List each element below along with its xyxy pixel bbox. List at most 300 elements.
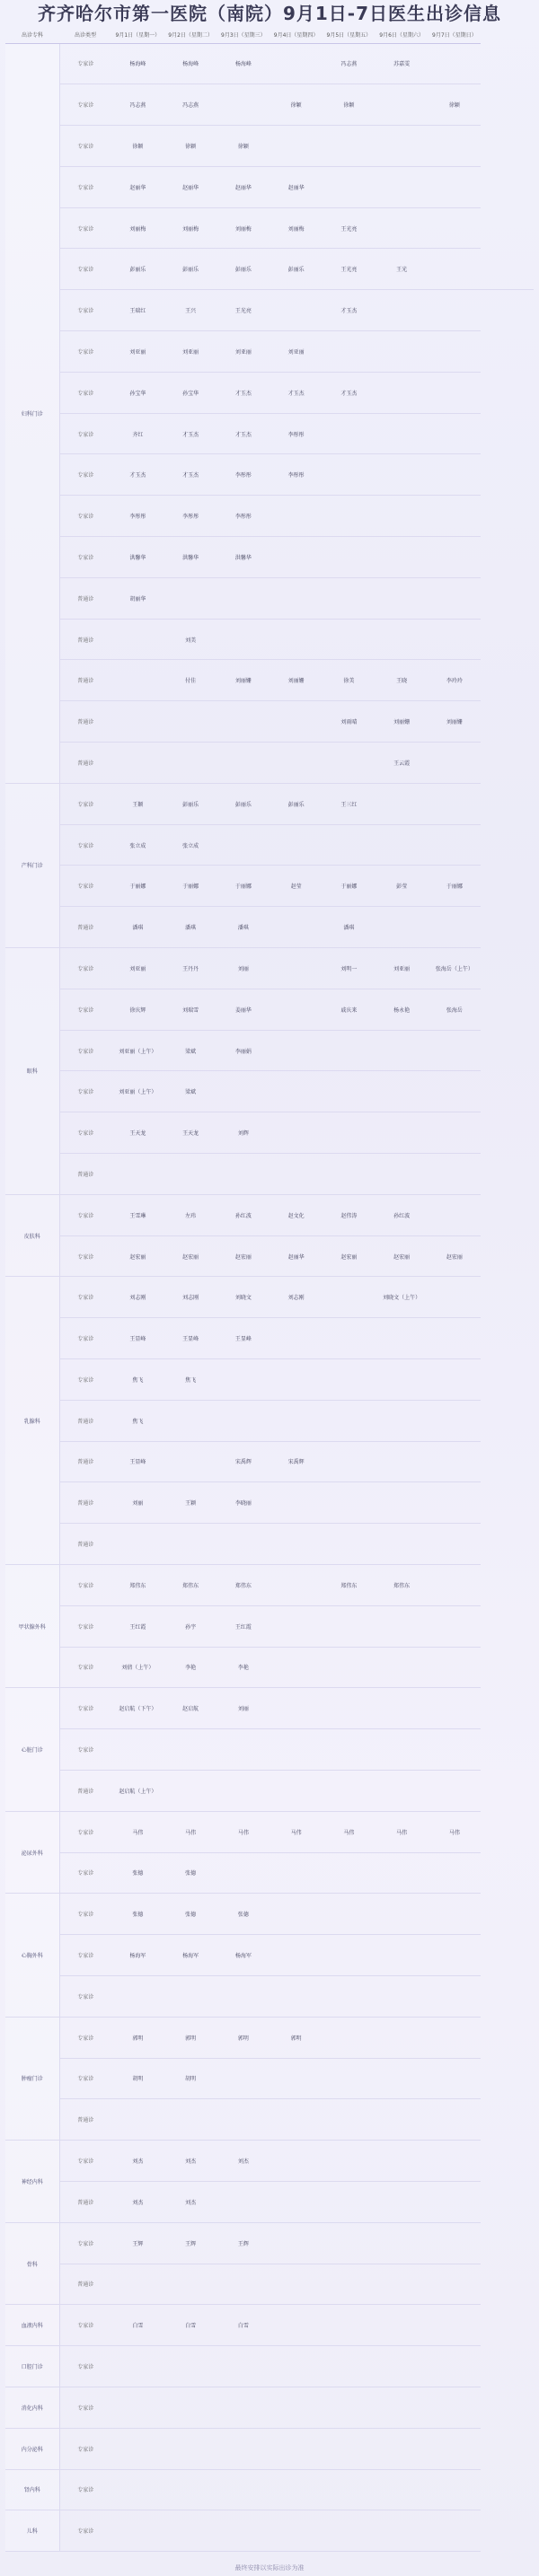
doctor-cell (164, 2510, 217, 2552)
doctor-cell: 李彤彤 (217, 496, 270, 537)
doctor-cell: 马伟 (429, 1811, 482, 1852)
doctor-cell: 徐颖 (270, 84, 323, 126)
doctor-cell (376, 496, 429, 537)
visit-type-cell: 专家诊 (59, 2058, 111, 2099)
table-row (5, 1688, 534, 1729)
doctor-cell (323, 454, 376, 496)
doctor-cell (376, 2222, 429, 2264)
doctor-cell: 徐庆辉 (111, 989, 164, 1030)
doctor-cell (217, 619, 270, 660)
doctor-cell (217, 1975, 270, 2017)
doctor-cell (270, 2222, 323, 2264)
doctor-cell: 刘丽姗 (270, 660, 323, 701)
doctor-cell (376, 1894, 429, 1935)
visit-type-cell: 专家诊 (59, 2387, 111, 2428)
doctor-cell (111, 743, 164, 784)
doctor-cell (217, 1852, 270, 1894)
table-row (5, 783, 534, 824)
doctor-cell (270, 1482, 323, 1524)
doctor-cell (217, 2181, 270, 2222)
doctor-cell (270, 2387, 323, 2428)
doctor-cell: 李彤彤 (111, 496, 164, 537)
doctor-cell (270, 577, 323, 619)
doctor-cell (164, 2264, 217, 2305)
department-cell: 眼科 (5, 948, 59, 1195)
table-row (5, 1852, 534, 1894)
visit-type-cell: 普通诊 (59, 1482, 111, 1524)
doctor-cell (270, 824, 323, 866)
doctor-cell: 郑伟东 (111, 1564, 164, 1605)
department-cell: 妇科门诊 (5, 43, 59, 783)
doctor-cell: 洪馨华 (164, 537, 217, 578)
visit-type-cell: 专家诊 (59, 1359, 111, 1401)
table-row (5, 2510, 534, 2552)
doctor-cell (429, 2181, 482, 2222)
doctor-cell: 张立成 (111, 824, 164, 866)
footer-note: 最终安排以实际出诊为准 (234, 2564, 305, 2572)
doctor-cell (429, 166, 482, 207)
table-row (5, 2387, 534, 2428)
doctor-cell: 张海岳（上午） (429, 948, 482, 989)
table-row (5, 824, 534, 866)
doctor-cell (270, 1318, 323, 1359)
doctor-cell: 赵宏丽 (164, 1235, 217, 1277)
doctor-cell: 王光 (376, 249, 429, 290)
doctor-cell (270, 2264, 323, 2305)
visit-type-cell: 专家诊 (59, 1194, 111, 1235)
doctor-cell: 李彤彤 (164, 496, 217, 537)
header-department: 出诊专科 (5, 27, 59, 43)
doctor-cell: 王三红 (323, 783, 376, 824)
visit-type-cell: 普通诊 (59, 1400, 111, 1441)
doctor-cell (429, 1194, 482, 1235)
visit-type-cell: 专家诊 (59, 372, 111, 413)
doctor-cell (376, 1688, 429, 1729)
doctor-cell: 王红霞 (217, 1605, 270, 1647)
table-row (5, 1441, 534, 1482)
header-date: 9月2日（星期二） (164, 27, 217, 43)
doctor-cell (429, 249, 482, 290)
visit-type-cell: 专家诊 (59, 166, 111, 207)
doctor-cell: 戚庆来 (323, 989, 376, 1030)
doctor-cell: 梁斌 (164, 1071, 217, 1112)
doctor-cell (270, 1564, 323, 1605)
doctor-cell (270, 1030, 323, 1071)
visit-type-cell: 专家诊 (59, 1277, 111, 1318)
table-row (5, 2305, 534, 2346)
doctor-cell (429, 743, 482, 784)
doctor-cell: 王光亮 (217, 290, 270, 331)
table-row (5, 126, 534, 167)
doctor-cell (376, 2017, 429, 2058)
department-cell: 泌尿外科 (5, 1811, 59, 1894)
doctor-cell (376, 577, 429, 619)
header-date: 9月6日（星期六） (376, 27, 429, 43)
doctor-cell (323, 2305, 376, 2346)
doctor-cell: 张立成 (164, 824, 217, 866)
doctor-cell: 刘晓文（上午） (376, 1277, 429, 1318)
doctor-cell (429, 1318, 482, 1359)
doctor-cell (323, 2510, 376, 2552)
department-cell: 神经内科 (5, 2141, 59, 2223)
doctor-cell: 徐颖 (111, 126, 164, 167)
header-date: 9月3日（星期三） (217, 27, 270, 43)
doctor-cell: 洪馨华 (111, 537, 164, 578)
doctor-cell (270, 907, 323, 948)
visit-type-cell: 普通诊 (59, 1524, 111, 1565)
doctor-cell (429, 1400, 482, 1441)
doctor-cell (323, 2428, 376, 2469)
doctor-cell: 刘杰 (164, 2181, 217, 2222)
doctor-cell (323, 1605, 376, 1647)
visit-type-cell: 专家诊 (59, 1935, 111, 1976)
doctor-cell (429, 331, 482, 373)
doctor-cell (376, 1524, 429, 1565)
doctor-cell (270, 1688, 323, 1729)
doctor-cell (376, 166, 429, 207)
department-cell: 骨科 (5, 2222, 59, 2305)
doctor-cell (323, 1729, 376, 1771)
doctor-cell: 胡丽华 (111, 577, 164, 619)
doctor-cell (429, 2469, 482, 2510)
table-row (5, 1154, 534, 1195)
doctor-cell: 杨永艳 (376, 989, 429, 1030)
doctor-cell: 刘瑞雪 (164, 989, 217, 1030)
page-title: 齐齐哈尔市第一医院（南院）9月1日-7日医生出诊信息 (37, 3, 502, 24)
doctor-cell (376, 1112, 429, 1154)
department-cell: 肾内科 (5, 2469, 59, 2510)
doctor-cell (323, 2222, 376, 2264)
doctor-cell (270, 701, 323, 743)
doctor-cell (111, 2428, 164, 2469)
doctor-cell (376, 1400, 429, 1441)
doctor-cell (323, 1524, 376, 1565)
doctor-cell (217, 1359, 270, 1401)
visit-type-cell: 普通诊 (59, 577, 111, 619)
doctor-cell: 刘志刚 (270, 1277, 323, 1318)
doctor-cell (429, 496, 482, 537)
doctor-cell (376, 2264, 429, 2305)
header-date: 9月7日（星期日） (429, 27, 482, 43)
doctor-cell: 刘丽梅 (111, 207, 164, 249)
visit-type-cell: 专家诊 (59, 290, 111, 331)
doctor-cell (376, 2141, 429, 2182)
doctor-cell (270, 1071, 323, 1112)
doctor-cell (217, 701, 270, 743)
doctor-cell (429, 1564, 482, 1605)
doctor-cell: 彭丽乐 (111, 249, 164, 290)
doctor-cell (376, 1975, 429, 2017)
doctor-cell (429, 2346, 482, 2387)
visit-type-cell: 专家诊 (59, 989, 111, 1030)
doctor-cell (323, 331, 376, 373)
doctor-cell (429, 2305, 482, 2346)
doctor-cell (217, 1524, 270, 1565)
visit-type-cell: 专家诊 (59, 84, 111, 126)
doctor-cell: 才玉杰 (323, 372, 376, 413)
doctor-cell (111, 1154, 164, 1195)
doctor-cell (323, 1770, 376, 1811)
doctor-cell: 胡明 (111, 2058, 164, 2099)
doctor-cell (217, 577, 270, 619)
department-cell: 内分泌科 (5, 2428, 59, 2469)
doctor-cell (323, 2099, 376, 2141)
doctor-cell (429, 2264, 482, 2305)
doctor-cell (270, 2510, 323, 2552)
visit-type-cell: 普通诊 (59, 701, 111, 743)
doctor-cell (111, 701, 164, 743)
doctor-cell (164, 1154, 217, 1195)
table-row (5, 454, 534, 496)
doctor-cell: 梁斌 (164, 1030, 217, 1071)
doctor-cell: 焦飞 (111, 1359, 164, 1401)
visit-type-cell: 专家诊 (59, 43, 111, 84)
doctor-cell (323, 1647, 376, 1688)
doctor-cell (429, 1441, 482, 1482)
doctor-cell: 于丽娜 (323, 866, 376, 907)
doctor-cell: 李晓丽 (217, 1482, 270, 1524)
doctor-cell: 彭丽乐 (164, 249, 217, 290)
doctor-cell: 刘美 (164, 619, 217, 660)
doctor-cell (217, 2428, 270, 2469)
doctor-cell (323, 537, 376, 578)
doctor-cell (323, 2058, 376, 2099)
doctor-cell: 彭丽乐 (270, 783, 323, 824)
doctor-cell: 冯志燕 (111, 84, 164, 126)
doctor-cell (429, 1647, 482, 1688)
doctor-cell: 孙红波 (217, 1194, 270, 1235)
doctor-cell: 刘亚丽 (270, 331, 323, 373)
doctor-cell: 马伟 (164, 1811, 217, 1852)
doctor-cell: 杨海峰 (111, 43, 164, 84)
doctor-cell: 赵丽华 (217, 166, 270, 207)
doctor-cell (429, 2387, 482, 2428)
table-row (5, 1400, 534, 1441)
doctor-cell: 孙宝华 (164, 372, 217, 413)
doctor-cell: 刘丽姗 (429, 701, 482, 743)
doctor-cell: 赵伟涛 (323, 1194, 376, 1235)
doctor-cell: 王天龙 (164, 1112, 217, 1154)
doctor-cell: 李艳 (164, 1647, 217, 1688)
department-cell: 肿瘤门诊 (5, 2017, 59, 2140)
doctor-cell: 王颖 (111, 783, 164, 824)
table-row (5, 989, 534, 1030)
doctor-cell: 王显峰 (111, 1441, 164, 1482)
doctor-cell: 刘杰 (217, 2141, 270, 2182)
doctor-cell: 焦飞 (164, 1359, 217, 1401)
department-cell: 血液内科 (5, 2305, 59, 2346)
visit-type-cell: 普通诊 (59, 2181, 111, 2222)
doctor-cell (429, 907, 482, 948)
doctor-cell: 白雪 (217, 2305, 270, 2346)
doctor-cell: 彭丽乐 (217, 249, 270, 290)
doctor-cell (376, 1605, 429, 1647)
table-row (5, 249, 534, 290)
visit-type-cell: 普通诊 (59, 2099, 111, 2141)
doctor-cell: 孙红波 (376, 1194, 429, 1235)
doctor-cell: 刘丽 (217, 1688, 270, 1729)
doctor-cell (111, 619, 164, 660)
doctor-cell (429, 43, 482, 84)
doctor-cell (323, 2181, 376, 2222)
visit-type-cell: 专家诊 (59, 413, 111, 454)
doctor-cell (376, 619, 429, 660)
doctor-cell (164, 1975, 217, 2017)
table-row (5, 2099, 534, 2141)
doctor-cell: 马伟 (111, 1811, 164, 1852)
doctor-cell (376, 84, 429, 126)
visit-type-cell: 专家诊 (59, 126, 111, 167)
table-row (5, 2181, 534, 2222)
doctor-cell (429, 1935, 482, 1976)
doctor-cell (323, 1852, 376, 1894)
doctor-cell (270, 1975, 323, 2017)
doctor-cell: 刘志刚 (164, 1277, 217, 1318)
table-row (5, 2141, 534, 2182)
doctor-cell: 刘亚丽（上午） (111, 1071, 164, 1112)
doctor-cell (376, 2181, 429, 2222)
doctor-cell: 李彤彤 (270, 454, 323, 496)
table-row (5, 660, 534, 701)
doctor-cell (376, 1729, 429, 1771)
header-date: 9月1日（星期一） (111, 27, 164, 43)
doctor-cell: 王显峰 (164, 1318, 217, 1359)
doctor-cell: 刘晓文 (217, 1277, 270, 1318)
visit-type-cell: 专家诊 (59, 824, 111, 866)
doctor-cell (323, 126, 376, 167)
doctor-cell (270, 1729, 323, 1771)
doctor-cell (376, 372, 429, 413)
table-row (5, 537, 534, 578)
doctor-cell: 冯志燕 (323, 43, 376, 84)
doctor-cell (376, 331, 429, 373)
doctor-cell (429, 1071, 482, 1112)
doctor-cell: 刘丽姗 (376, 701, 429, 743)
visit-type-cell: 普通诊 (59, 1441, 111, 1482)
doctor-cell: 王天龙 (111, 1112, 164, 1154)
doctor-cell: 刘亚丽 (376, 948, 429, 989)
doctor-cell (217, 1729, 270, 1771)
table-row (5, 290, 534, 331)
department-cell: 儿科 (5, 2510, 59, 2552)
doctor-cell (323, 1400, 376, 1441)
doctor-cell (270, 2305, 323, 2346)
doctor-cell: 刘明一 (323, 948, 376, 989)
doctor-cell (164, 1729, 217, 1771)
doctor-cell: 苏嘉雯 (376, 43, 429, 84)
doctor-cell: 潘琪 (323, 907, 376, 948)
doctor-cell: 赵宏丽 (429, 1235, 482, 1277)
doctor-cell: 白雪 (111, 2305, 164, 2346)
doctor-cell: 徐颖 (429, 84, 482, 126)
visit-type-cell: 普通诊 (59, 2264, 111, 2305)
doctor-cell (376, 2428, 429, 2469)
visit-type-cell: 普通诊 (59, 1770, 111, 1811)
doctor-cell (376, 1482, 429, 1524)
doctor-cell: 于丽娜 (217, 866, 270, 907)
doctor-cell (270, 2141, 323, 2182)
visit-type-cell: 专家诊 (59, 1030, 111, 1071)
doctor-cell (217, 2346, 270, 2387)
visit-type-cell: 普通诊 (59, 907, 111, 948)
table-row (5, 166, 534, 207)
doctor-cell (217, 2099, 270, 2141)
doctor-cell (323, 2017, 376, 2058)
doctor-cell: 潘琪 (217, 907, 270, 948)
department-cell: 甲状腺外科 (5, 1564, 59, 1687)
doctor-cell (429, 577, 482, 619)
doctor-cell (111, 2469, 164, 2510)
doctor-cell (429, 207, 482, 249)
doctor-cell: 于丽娜 (164, 866, 217, 907)
doctor-cell (323, 1688, 376, 1729)
doctor-cell: 李彤彤 (217, 454, 270, 496)
doctor-cell: 宋禹辉 (217, 1441, 270, 1482)
doctor-cell (323, 1030, 376, 1071)
doctor-cell (429, 454, 482, 496)
doctor-cell (270, 1400, 323, 1441)
table-row (5, 1524, 534, 1565)
doctor-cell: 才玉杰 (217, 372, 270, 413)
doctor-cell (429, 1605, 482, 1647)
doctor-cell (376, 1359, 429, 1401)
doctor-cell: 刘亚丽 (111, 331, 164, 373)
doctor-cell: 王晓 (376, 660, 429, 701)
doctor-cell: 王颖 (164, 1482, 217, 1524)
table-row (5, 1605, 534, 1647)
doctor-cell (270, 1524, 323, 1565)
doctor-cell (376, 2510, 429, 2552)
doctor-cell (376, 454, 429, 496)
doctor-cell (270, 948, 323, 989)
doctor-cell: 孙宇 (164, 1605, 217, 1647)
doctor-cell: 赵丽华 (111, 166, 164, 207)
department-cell: 产科门诊 (5, 783, 59, 947)
doctor-cell (429, 1030, 482, 1071)
table-row (5, 1359, 534, 1401)
doctor-cell (323, 496, 376, 537)
visit-type-cell: 专家诊 (59, 1318, 111, 1359)
doctor-cell: 张德 (164, 1894, 217, 1935)
doctor-cell (111, 1975, 164, 2017)
table-row (5, 866, 534, 907)
visit-type-cell: 专家诊 (59, 866, 111, 907)
doctor-cell (270, 2346, 323, 2387)
table-row (5, 907, 534, 948)
doctor-cell (323, 1318, 376, 1359)
doctor-cell (376, 1852, 429, 1894)
doctor-cell (217, 1770, 270, 1811)
doctor-cell (111, 660, 164, 701)
doctor-cell (376, 290, 429, 331)
doctor-cell (376, 1071, 429, 1112)
doctor-cell: 王瑞红 (111, 290, 164, 331)
visit-type-cell: 普通诊 (59, 619, 111, 660)
doctor-cell (376, 2469, 429, 2510)
doctor-cell (323, 619, 376, 660)
visit-type-cell: 专家诊 (59, 1647, 111, 1688)
doctor-cell (376, 907, 429, 948)
doctor-cell (323, 2264, 376, 2305)
doctor-cell: 赵丽华 (270, 166, 323, 207)
doctor-cell: 赵宏丽 (323, 1235, 376, 1277)
doctor-cell (376, 2305, 429, 2346)
department-cell: 皮肤科 (5, 1194, 59, 1277)
doctor-cell: 彭莹 (376, 866, 429, 907)
doctor-cell (429, 1359, 482, 1401)
visit-type-cell: 专家诊 (59, 454, 111, 496)
doctor-cell: 李丽娟 (217, 1030, 270, 1071)
